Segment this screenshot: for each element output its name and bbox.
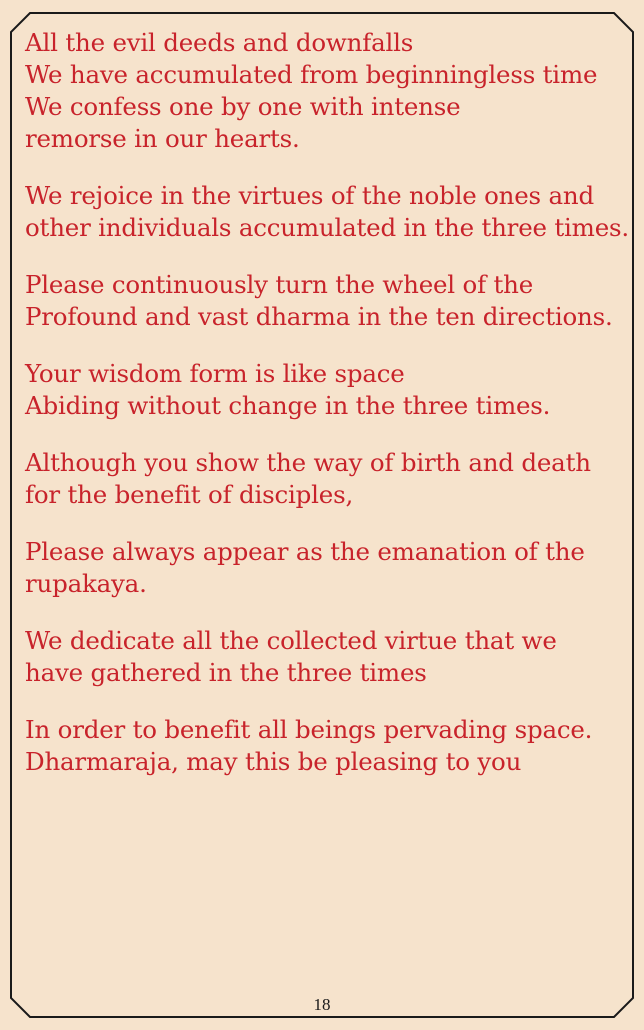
- stanza-rupakaya: [25, 536, 625, 600]
- verse-line: All the evil deeds and downfalls: [25, 28, 414, 57]
- verse-line: In order to benefit all beings pervading space.: [25, 715, 593, 744]
- verse-line: Please always appear as the emanation of the: [25, 537, 585, 566]
- verse-line: We dedicate all the collected virtue that we: [25, 626, 557, 655]
- verse-line: Please continuously turn the wheel of the: [25, 270, 534, 299]
- stanza-wisdom-form: [25, 358, 625, 422]
- verse-line: We confess one by one with intense: [25, 92, 461, 121]
- page-number: 18: [313, 995, 331, 1014]
- stanza-dedication: [25, 625, 625, 689]
- verse-line: Although you show the way of birth and death: [25, 448, 591, 477]
- verse-line: We rejoice in the virtues of the noble ones and: [25, 181, 594, 210]
- stanza-birth-death: [25, 447, 625, 511]
- verse-line: Profound and vast dharma in the ten directions.: [25, 302, 613, 331]
- verse-line: rupakaya.: [25, 569, 147, 598]
- verse-line: for the benefit of disciples,: [25, 480, 354, 509]
- verse-line: Dharmaraja, may this be pleasing to you: [25, 747, 522, 776]
- verse-line: We have accumulated from beginningless time: [25, 60, 598, 89]
- stanza-request-teaching: [25, 269, 625, 333]
- stanza-closing: [25, 714, 625, 778]
- prayer-text: [25, 27, 629, 803]
- verse-line: other individuals accumulated in the three times.: [25, 213, 629, 242]
- verse-line: remorse in our hearts.: [25, 124, 300, 153]
- stanza-confession: [25, 27, 625, 155]
- verse-line: have gathered in the three times: [25, 658, 427, 687]
- verse-line: Abiding without change in the three times.: [25, 391, 551, 420]
- verse-line: Your wisdom form is like space: [25, 359, 405, 388]
- stanza-rejoicing: [25, 180, 629, 244]
